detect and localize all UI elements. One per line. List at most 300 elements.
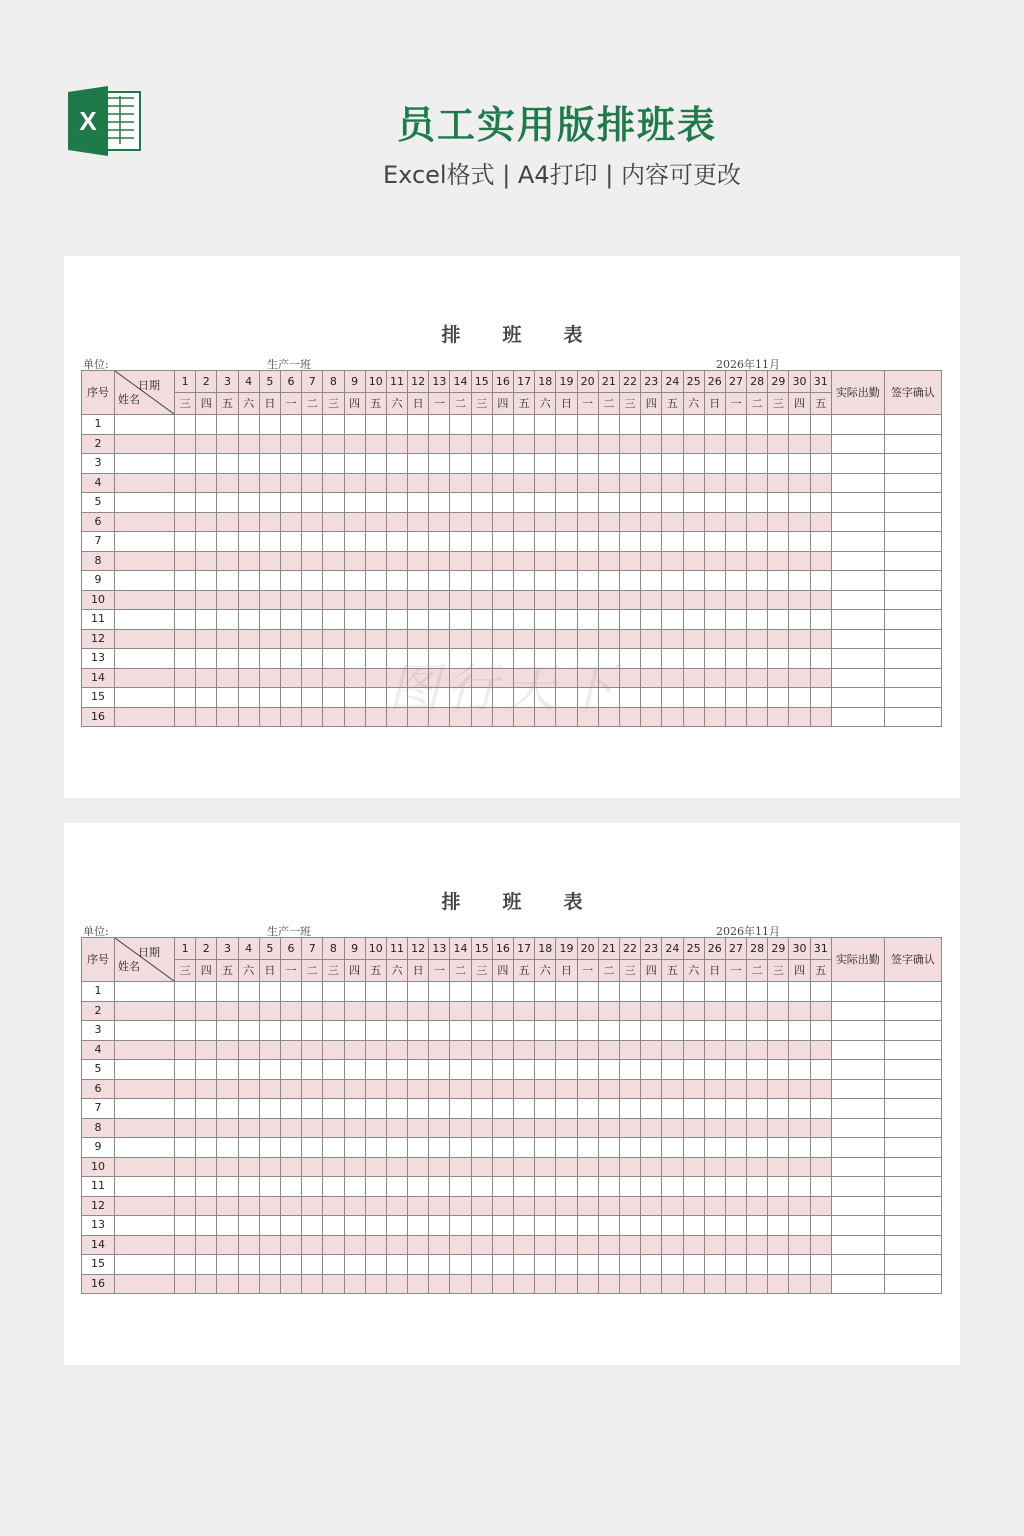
shift-cell[interactable] [556, 571, 577, 591]
shift-cell[interactable] [747, 493, 768, 513]
attendance-cell[interactable] [831, 1060, 884, 1080]
shift-cell[interactable] [217, 571, 238, 591]
shift-cell[interactable] [768, 707, 789, 727]
shift-cell[interactable] [683, 532, 704, 552]
shift-cell[interactable] [577, 434, 598, 454]
shift-cell[interactable] [365, 610, 386, 630]
attendance-cell[interactable] [831, 415, 884, 435]
name-cell[interactable] [115, 1255, 175, 1275]
shift-cell[interactable] [768, 629, 789, 649]
shift-cell[interactable] [789, 1001, 810, 1021]
shift-cell[interactable] [556, 551, 577, 571]
shift-cell[interactable] [704, 571, 725, 591]
shift-cell[interactable] [408, 1157, 429, 1177]
shift-cell[interactable] [768, 1177, 789, 1197]
shift-cell[interactable] [259, 1157, 280, 1177]
shift-cell[interactable] [598, 571, 619, 591]
shift-cell[interactable] [323, 649, 344, 669]
sign-cell[interactable] [884, 707, 941, 727]
shift-cell[interactable] [704, 1177, 725, 1197]
shift-cell[interactable] [175, 1060, 196, 1080]
shift-cell[interactable] [598, 1196, 619, 1216]
shift-cell[interactable] [365, 1177, 386, 1197]
shift-cell[interactable] [725, 649, 746, 669]
shift-cell[interactable] [535, 1099, 556, 1119]
sign-cell[interactable] [884, 532, 941, 552]
shift-cell[interactable] [725, 1196, 746, 1216]
shift-cell[interactable] [577, 473, 598, 493]
shift-cell[interactable] [429, 1118, 450, 1138]
shift-cell[interactable] [196, 1001, 217, 1021]
shift-cell[interactable] [280, 434, 301, 454]
shift-cell[interactable] [810, 668, 831, 688]
shift-cell[interactable] [217, 1235, 238, 1255]
shift-cell[interactable] [217, 493, 238, 513]
shift-cell[interactable] [619, 668, 640, 688]
shift-cell[interactable] [725, 982, 746, 1002]
attendance-cell[interactable] [831, 629, 884, 649]
shift-cell[interactable] [302, 551, 323, 571]
shift-cell[interactable] [768, 1216, 789, 1236]
shift-cell[interactable] [259, 1235, 280, 1255]
shift-cell[interactable] [471, 512, 492, 532]
shift-cell[interactable] [683, 1235, 704, 1255]
shift-cell[interactable] [641, 688, 662, 708]
sign-cell[interactable] [884, 1001, 941, 1021]
attendance-cell[interactable] [831, 551, 884, 571]
shift-cell[interactable] [598, 434, 619, 454]
shift-cell[interactable] [196, 1060, 217, 1080]
shift-cell[interactable] [196, 688, 217, 708]
shift-cell[interactable] [556, 1216, 577, 1236]
shift-cell[interactable] [619, 454, 640, 474]
shift-cell[interactable] [386, 1001, 407, 1021]
shift-cell[interactable] [789, 434, 810, 454]
shift-cell[interactable] [492, 1235, 513, 1255]
shift-cell[interactable] [577, 532, 598, 552]
shift-cell[interactable] [704, 1099, 725, 1119]
shift-cell[interactable] [641, 707, 662, 727]
shift-cell[interactable] [747, 473, 768, 493]
shift-cell[interactable] [662, 1099, 683, 1119]
shift-cell[interactable] [471, 590, 492, 610]
shift-cell[interactable] [704, 551, 725, 571]
shift-cell[interactable] [302, 1001, 323, 1021]
shift-cell[interactable] [196, 610, 217, 630]
shift-cell[interactable] [365, 1235, 386, 1255]
shift-cell[interactable] [747, 1235, 768, 1255]
shift-cell[interactable] [768, 1001, 789, 1021]
shift-cell[interactable] [725, 1060, 746, 1080]
shift-cell[interactable] [238, 1274, 259, 1294]
shift-cell[interactable] [280, 1157, 301, 1177]
shift-cell[interactable] [386, 434, 407, 454]
shift-cell[interactable] [662, 493, 683, 513]
shift-cell[interactable] [747, 1138, 768, 1158]
shift-cell[interactable] [471, 473, 492, 493]
attendance-cell[interactable] [831, 707, 884, 727]
shift-cell[interactable] [450, 1216, 471, 1236]
shift-cell[interactable] [535, 1216, 556, 1236]
shift-cell[interactable] [323, 1040, 344, 1060]
shift-cell[interactable] [683, 1196, 704, 1216]
shift-cell[interactable] [386, 1021, 407, 1041]
shift-cell[interactable] [535, 434, 556, 454]
shift-cell[interactable] [259, 649, 280, 669]
attendance-cell[interactable] [831, 1177, 884, 1197]
shift-cell[interactable] [725, 415, 746, 435]
shift-cell[interactable] [450, 1118, 471, 1138]
shift-cell[interactable] [683, 551, 704, 571]
shift-cell[interactable] [683, 434, 704, 454]
shift-cell[interactable] [365, 668, 386, 688]
shift-cell[interactable] [683, 1177, 704, 1197]
shift-cell[interactable] [683, 668, 704, 688]
shift-cell[interactable] [365, 590, 386, 610]
shift-cell[interactable] [259, 434, 280, 454]
shift-cell[interactable] [598, 590, 619, 610]
shift-cell[interactable] [619, 1138, 640, 1158]
shift-cell[interactable] [302, 1235, 323, 1255]
shift-cell[interactable] [196, 982, 217, 1002]
shift-cell[interactable] [683, 1001, 704, 1021]
shift-cell[interactable] [196, 1138, 217, 1158]
shift-cell[interactable] [577, 415, 598, 435]
shift-cell[interactable] [259, 668, 280, 688]
shift-cell[interactable] [535, 1255, 556, 1275]
shift-cell[interactable] [641, 532, 662, 552]
shift-cell[interactable] [323, 532, 344, 552]
shift-cell[interactable] [789, 668, 810, 688]
shift-cell[interactable] [217, 551, 238, 571]
shift-cell[interactable] [683, 1157, 704, 1177]
shift-cell[interactable] [747, 1216, 768, 1236]
shift-cell[interactable] [535, 571, 556, 591]
shift-cell[interactable] [514, 1079, 535, 1099]
shift-cell[interactable] [365, 1118, 386, 1138]
shift-cell[interactable] [323, 1274, 344, 1294]
shift-cell[interactable] [810, 415, 831, 435]
shift-cell[interactable] [280, 415, 301, 435]
shift-cell[interactable] [619, 1274, 640, 1294]
shift-cell[interactable] [365, 707, 386, 727]
shift-cell[interactable] [725, 1040, 746, 1060]
shift-cell[interactable] [662, 1196, 683, 1216]
shift-cell[interactable] [704, 1255, 725, 1275]
shift-cell[interactable] [619, 1021, 640, 1041]
shift-cell[interactable] [365, 551, 386, 571]
shift-cell[interactable] [408, 1060, 429, 1080]
shift-cell[interactable] [386, 551, 407, 571]
shift-cell[interactable] [768, 1099, 789, 1119]
shift-cell[interactable] [514, 590, 535, 610]
shift-cell[interactable] [556, 1274, 577, 1294]
attendance-cell[interactable] [831, 1099, 884, 1119]
shift-cell[interactable] [492, 1274, 513, 1294]
shift-cell[interactable] [450, 1177, 471, 1197]
shift-cell[interactable] [725, 493, 746, 513]
shift-cell[interactable] [662, 434, 683, 454]
shift-cell[interactable] [196, 707, 217, 727]
shift-cell[interactable] [556, 982, 577, 1002]
name-cell[interactable] [115, 590, 175, 610]
shift-cell[interactable] [789, 473, 810, 493]
shift-cell[interactable] [196, 629, 217, 649]
shift-cell[interactable] [238, 688, 259, 708]
shift-cell[interactable] [683, 1060, 704, 1080]
shift-cell[interactable] [365, 688, 386, 708]
shift-cell[interactable] [471, 1060, 492, 1080]
shift-cell[interactable] [175, 629, 196, 649]
name-cell[interactable] [115, 688, 175, 708]
shift-cell[interactable] [175, 982, 196, 1002]
shift-cell[interactable] [302, 415, 323, 435]
shift-cell[interactable] [196, 1157, 217, 1177]
shift-cell[interactable] [535, 1157, 556, 1177]
shift-cell[interactable] [238, 1079, 259, 1099]
shift-cell[interactable] [492, 493, 513, 513]
shift-cell[interactable] [492, 1040, 513, 1060]
shift-cell[interactable] [768, 512, 789, 532]
shift-cell[interactable] [217, 1060, 238, 1080]
shift-cell[interactable] [323, 434, 344, 454]
shift-cell[interactable] [175, 1079, 196, 1099]
shift-cell[interactable] [323, 551, 344, 571]
shift-cell[interactable] [408, 1079, 429, 1099]
shift-cell[interactable] [725, 434, 746, 454]
shift-cell[interactable] [556, 473, 577, 493]
shift-cell[interactable] [344, 571, 365, 591]
shift-cell[interactable] [238, 415, 259, 435]
shift-cell[interactable] [280, 649, 301, 669]
shift-cell[interactable] [535, 610, 556, 630]
shift-cell[interactable] [259, 512, 280, 532]
sign-cell[interactable] [884, 688, 941, 708]
shift-cell[interactable] [641, 1177, 662, 1197]
shift-cell[interactable] [704, 688, 725, 708]
shift-cell[interactable] [662, 1079, 683, 1099]
shift-cell[interactable] [598, 454, 619, 474]
shift-cell[interactable] [408, 1099, 429, 1119]
shift-cell[interactable] [429, 1099, 450, 1119]
shift-cell[interactable] [280, 1177, 301, 1197]
shift-cell[interactable] [217, 1099, 238, 1119]
shift-cell[interactable] [302, 512, 323, 532]
shift-cell[interactable] [323, 982, 344, 1002]
shift-cell[interactable] [514, 1274, 535, 1294]
shift-cell[interactable] [217, 629, 238, 649]
shift-cell[interactable] [196, 551, 217, 571]
shift-cell[interactable] [471, 1196, 492, 1216]
sign-cell[interactable] [884, 473, 941, 493]
sign-cell[interactable] [884, 1118, 941, 1138]
shift-cell[interactable] [598, 415, 619, 435]
shift-cell[interactable] [175, 1099, 196, 1119]
shift-cell[interactable] [238, 551, 259, 571]
shift-cell[interactable] [196, 434, 217, 454]
shift-cell[interactable] [492, 571, 513, 591]
attendance-cell[interactable] [831, 1118, 884, 1138]
shift-cell[interactable] [514, 571, 535, 591]
shift-cell[interactable] [725, 1274, 746, 1294]
shift-cell[interactable] [704, 434, 725, 454]
shift-cell[interactable] [789, 707, 810, 727]
attendance-cell[interactable] [831, 649, 884, 669]
shift-cell[interactable] [619, 1001, 640, 1021]
shift-cell[interactable] [471, 982, 492, 1002]
shift-cell[interactable] [175, 1157, 196, 1177]
shift-cell[interactable] [619, 571, 640, 591]
shift-cell[interactable] [683, 982, 704, 1002]
shift-cell[interactable] [641, 512, 662, 532]
name-cell[interactable] [115, 532, 175, 552]
shift-cell[interactable] [408, 1177, 429, 1197]
shift-cell[interactable] [789, 551, 810, 571]
shift-cell[interactable] [217, 688, 238, 708]
shift-cell[interactable] [386, 415, 407, 435]
shift-cell[interactable] [450, 1079, 471, 1099]
shift-cell[interactable] [810, 1216, 831, 1236]
shift-cell[interactable] [471, 1138, 492, 1158]
shift-cell[interactable] [386, 1060, 407, 1080]
shift-cell[interactable] [365, 629, 386, 649]
shift-cell[interactable] [344, 415, 365, 435]
shift-cell[interactable] [577, 1118, 598, 1138]
shift-cell[interactable] [619, 493, 640, 513]
shift-cell[interactable] [429, 610, 450, 630]
shift-cell[interactable] [386, 571, 407, 591]
shift-cell[interactable] [217, 512, 238, 532]
shift-cell[interactable] [238, 571, 259, 591]
shift-cell[interactable] [450, 590, 471, 610]
shift-cell[interactable] [217, 590, 238, 610]
shift-cell[interactable] [810, 532, 831, 552]
shift-cell[interactable] [280, 629, 301, 649]
shift-cell[interactable] [238, 1235, 259, 1255]
shift-cell[interactable] [408, 454, 429, 474]
shift-cell[interactable] [365, 1079, 386, 1099]
shift-cell[interactable] [408, 1235, 429, 1255]
shift-cell[interactable] [429, 1235, 450, 1255]
shift-cell[interactable] [365, 1138, 386, 1158]
shift-cell[interactable] [619, 629, 640, 649]
shift-cell[interactable] [408, 1196, 429, 1216]
shift-cell[interactable] [280, 688, 301, 708]
shift-cell[interactable] [302, 590, 323, 610]
shift-cell[interactable] [196, 415, 217, 435]
shift-cell[interactable] [323, 571, 344, 591]
shift-cell[interactable] [641, 551, 662, 571]
shift-cell[interactable] [598, 493, 619, 513]
shift-cell[interactable] [429, 434, 450, 454]
shift-cell[interactable] [450, 1196, 471, 1216]
shift-cell[interactable] [683, 1255, 704, 1275]
shift-cell[interactable] [747, 1196, 768, 1216]
attendance-cell[interactable] [831, 982, 884, 1002]
shift-cell[interactable] [344, 454, 365, 474]
shift-cell[interactable] [747, 668, 768, 688]
shift-cell[interactable] [344, 649, 365, 669]
shift-cell[interactable] [535, 454, 556, 474]
shift-cell[interactable] [280, 551, 301, 571]
shift-cell[interactable] [789, 454, 810, 474]
shift-cell[interactable] [747, 1060, 768, 1080]
shift-cell[interactable] [471, 1157, 492, 1177]
shift-cell[interactable] [662, 1177, 683, 1197]
shift-cell[interactable] [196, 1177, 217, 1197]
shift-cell[interactable] [641, 1040, 662, 1060]
shift-cell[interactable] [386, 1255, 407, 1275]
shift-cell[interactable] [683, 1216, 704, 1236]
shift-cell[interactable] [196, 1118, 217, 1138]
shift-cell[interactable] [598, 982, 619, 1002]
shift-cell[interactable] [196, 1255, 217, 1275]
shift-cell[interactable] [725, 668, 746, 688]
shift-cell[interactable] [450, 434, 471, 454]
shift-cell[interactable] [789, 493, 810, 513]
shift-cell[interactable] [408, 512, 429, 532]
shift-cell[interactable] [280, 1138, 301, 1158]
shift-cell[interactable] [175, 551, 196, 571]
shift-cell[interactable] [302, 1040, 323, 1060]
shift-cell[interactable] [450, 1099, 471, 1119]
shift-cell[interactable] [175, 1118, 196, 1138]
shift-cell[interactable] [725, 1235, 746, 1255]
shift-cell[interactable] [725, 1118, 746, 1138]
sign-cell[interactable] [884, 610, 941, 630]
shift-cell[interactable] [344, 1060, 365, 1080]
name-cell[interactable] [115, 629, 175, 649]
shift-cell[interactable] [344, 707, 365, 727]
shift-cell[interactable] [535, 590, 556, 610]
shift-cell[interactable] [810, 454, 831, 474]
attendance-cell[interactable] [831, 512, 884, 532]
shift-cell[interactable] [280, 668, 301, 688]
shift-cell[interactable] [259, 1196, 280, 1216]
shift-cell[interactable] [344, 688, 365, 708]
shift-cell[interactable] [238, 590, 259, 610]
shift-cell[interactable] [280, 1196, 301, 1216]
shift-cell[interactable] [662, 551, 683, 571]
sign-cell[interactable] [884, 1060, 941, 1080]
shift-cell[interactable] [662, 532, 683, 552]
shift-cell[interactable] [302, 473, 323, 493]
shift-cell[interactable] [450, 1235, 471, 1255]
attendance-cell[interactable] [831, 532, 884, 552]
shift-cell[interactable] [704, 649, 725, 669]
attendance-cell[interactable] [831, 688, 884, 708]
shift-cell[interactable] [217, 1138, 238, 1158]
shift-cell[interactable] [259, 1255, 280, 1275]
shift-cell[interactable] [556, 454, 577, 474]
shift-cell[interactable] [747, 1255, 768, 1275]
name-cell[interactable] [115, 415, 175, 435]
shift-cell[interactable] [344, 590, 365, 610]
shift-cell[interactable] [323, 1138, 344, 1158]
shift-cell[interactable] [789, 532, 810, 552]
shift-cell[interactable] [471, 1255, 492, 1275]
shift-cell[interactable] [175, 473, 196, 493]
shift-cell[interactable] [810, 551, 831, 571]
shift-cell[interactable] [747, 1157, 768, 1177]
shift-cell[interactable] [471, 532, 492, 552]
shift-cell[interactable] [302, 493, 323, 513]
shift-cell[interactable] [323, 610, 344, 630]
shift-cell[interactable] [238, 649, 259, 669]
shift-cell[interactable] [662, 1235, 683, 1255]
shift-cell[interactable] [514, 1021, 535, 1041]
shift-cell[interactable] [408, 1118, 429, 1138]
